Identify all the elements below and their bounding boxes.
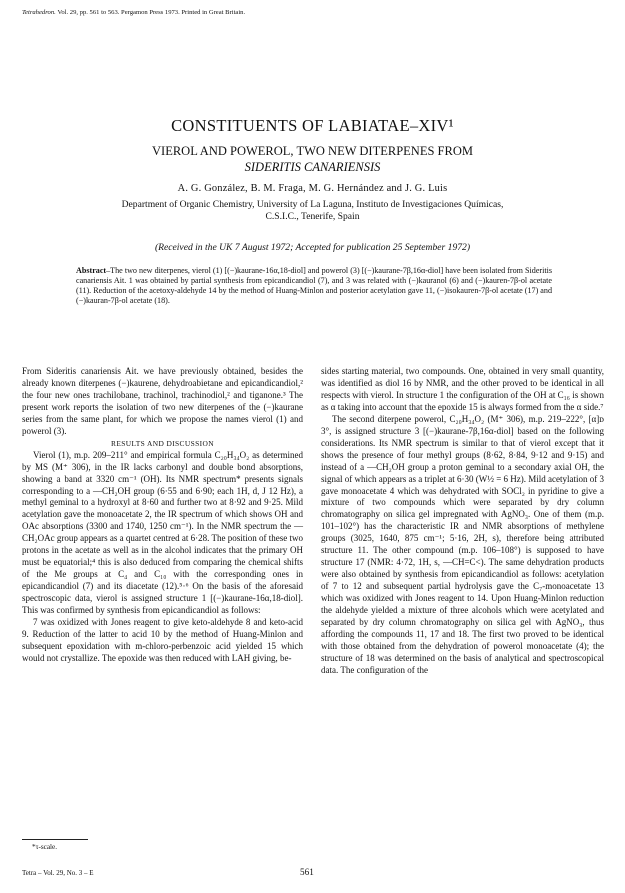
article-subtitle — [0, 143, 625, 175]
footnote-rule — [22, 839, 88, 840]
abstract-text: –The two new diterpenes, vierol (1) [(−)kaurane-16α,18-diol] and powerol (3) [(−)kaurane-7β,16α-diol] have been isolated from Sideritis canariensis Ait. 1 was obtained by partial synthesis from epicandicandiol (7), and 3 was related with (−)kauranol (6) and (−)kauren-7β-ol acetate (11). Reduction of the acetoxy-aldehyde 14 by the method of Huang-Minlon and posterior acetylation gave 11, (−)isokauren-7β-ol acetate (17) and (−)kauran-7β-ol acetate (18). — [76, 266, 552, 306]
abstract — [76, 266, 552, 306]
powerol-paragraph: The second diterpene powerol, C₂₀H₃₄O₂ (M⁺ 306), m.p. 219–222°, [α]ᴅ 3°, is assigned structure 3 [(−)kaurane-7β,16α-diol] based on the following considerations. Its NMR spectrum is similar to that of vierol except that it shows the presence of four methyl groups (8·62, 8·84, 9·12 and 9·15) and instead of a —CH₂OH group a proton geminal to a secondary axial OH, the signal of which appears as a triplet at 6·30 (W½ = 6 Hz). Mild acetylation of 3 gave monoacetate 4 which was dehydrated with SOCl₂ in pyridine to give a mixture of two compounds which were separated by dry column chromatography on silica gel impregnated with AgNO₃. One of them (m.p. 101–102°) has the characteristic IR and NMR absorptions of methylene groups (3025, 1640, 875 cm⁻¹; 5·16, 2H, s), therefore being attributed structure 11. The other compound (m.p. 106–108°) is supposed to have structure 17 (NMR: 4·72, 1H, s, —CH=C<). The same dehydration products were also obtained by synthesis from epicandicandiol as follows: acetylation of 7 to 12 and subsequent partial hydrolysis gave the C₇-monoacetate 13 which was oxidized with Jones reagent to 14. Upon Huang-Minlon reduction the aldehyde yielded a mixture of three alcohols which were acetylated and separated by dry column chromatography on silica gel with AgNO₃, thus affording the compounds 11, 17 and 18. The first two proved to be identical with those obtained from the dehydration of powerol monoacetate (4); the structure of 18 was determined on the basis of analytical and spectroscopical data. The configuration of the — [321, 413, 604, 675]
running-head — [22, 9, 245, 16]
affiliation-line-2: C.S.I.C., Tenerife, Spain — [265, 211, 360, 222]
footnote: *τ-scale. — [32, 843, 58, 851]
issue-footer: Tetra – Vol. 29, No. 3 – E — [22, 869, 94, 877]
received-dates: (Received in the UK 7 August 1972; Accepted for publication 25 September 1972) — [154, 242, 471, 253]
running-head-journal: Tetrahedron. — [22, 9, 56, 16]
synthesis-paragraph: 7 was oxidized with Jones reagent to give keto-aldehyde 8 and keto-acid 9. Reduction of the latter to acid 10 by the method of Huang-Minlon and subsequent epoxidation with m-chloro-perbenzoic acid yielded 15 which would not crystallize. The epoxide was then reduced with LAH giving, be- — [22, 617, 303, 663]
abstract-label: Abstract — [76, 266, 107, 275]
author-list: A. G. González, B. M. Fraga, M. G. Hernández and J. G. Luis — [177, 183, 448, 194]
continuation-paragraph: sides starting material, two compounds. One, obtained in very small quantity, was identified as diol 16 by NMR, and the other proved to be identical in all respects with vierol. In structure 1 the configuration of the OH at C₁₆ is shown as α taking into account that the epoxide 15 is always formed from the α side.⁷ — [321, 366, 604, 412]
vierol-paragraph: Vierol (1), m.p. 209–211° and empirical formula C₂₀H₃₄O₂ as determined by MS (M⁺ 306), in the IR lacks carbonyl and double bond absorptions, showing a band at 3320 cm⁻¹ (OH). Its NMR spectrum* presents signals corresponding to a —CH₂OH group (6·55 and 6·90; each 1H, d, J 12 Hz), a methyl geminal to a hydroxyl at 8·60 and further two at 8·92 and 9·25. Mild acetylation gave the monoacetate 2, the IR spectrum of which shows OH and OAc absorptions (3300 and 1740, 1250 cm⁻¹). In the NMR spectrum the —CH₂OAc group appears as a quartet centred at 6·28. The position of these two protons in the acetate as well as in the alcohol indicates that the primary OH must be equatorial;⁴ this is also deduced from comparing the chemical shifts of the Me groups at C₄ and C₁₀ with the corresponding ones in epicandicandiol (7) and its diacetate (12).⁵·⁶ On the basis of the aforesaid spectroscopic data, vierol is assigned structure 1 [(−)kaurane-16α,18-diol]. This was confirmed by synthesis from epicandicandiol as follows: — [22, 449, 303, 616]
article-title: CONSTITUENTS OF LABIATAE–XIV¹ — [171, 116, 454, 135]
subtitle-line-1: VIEROL AND POWEROL, TWO NEW DITERPENES FROM — [152, 144, 473, 158]
left-column — [22, 366, 303, 665]
right-column — [321, 366, 604, 677]
page-number: 561 — [300, 867, 314, 877]
affiliation-line-1: Department of Organic Chemistry, University of La Laguna, Instituto de Investigaciones Químicas, — [121, 199, 504, 210]
section-heading: RESULTS AND DISCUSSION — [111, 438, 214, 448]
running-head-details: Vol. 29, pp. 561 to 563. Pergamon Press 1973. Printed in Great Britain. — [57, 9, 246, 16]
subtitle-line-2: SIDERITIS CANARIENSIS — [244, 160, 381, 174]
affiliation — [0, 199, 625, 223]
intro-paragraph: From Sideritis canariensis Ait. we have previously obtained, besides the already known diterpenes (−)kaurene, dehydroabietane and epicandicandiol,² the four new ones trachilobane, trachinol, trachinodiol,² and tiganone.³ The present work reports the isolation of two new diterpenes of the (−)kaurane series from the same plant, for which we propose the names vierol (1) and powerol (3). — [22, 366, 303, 436]
